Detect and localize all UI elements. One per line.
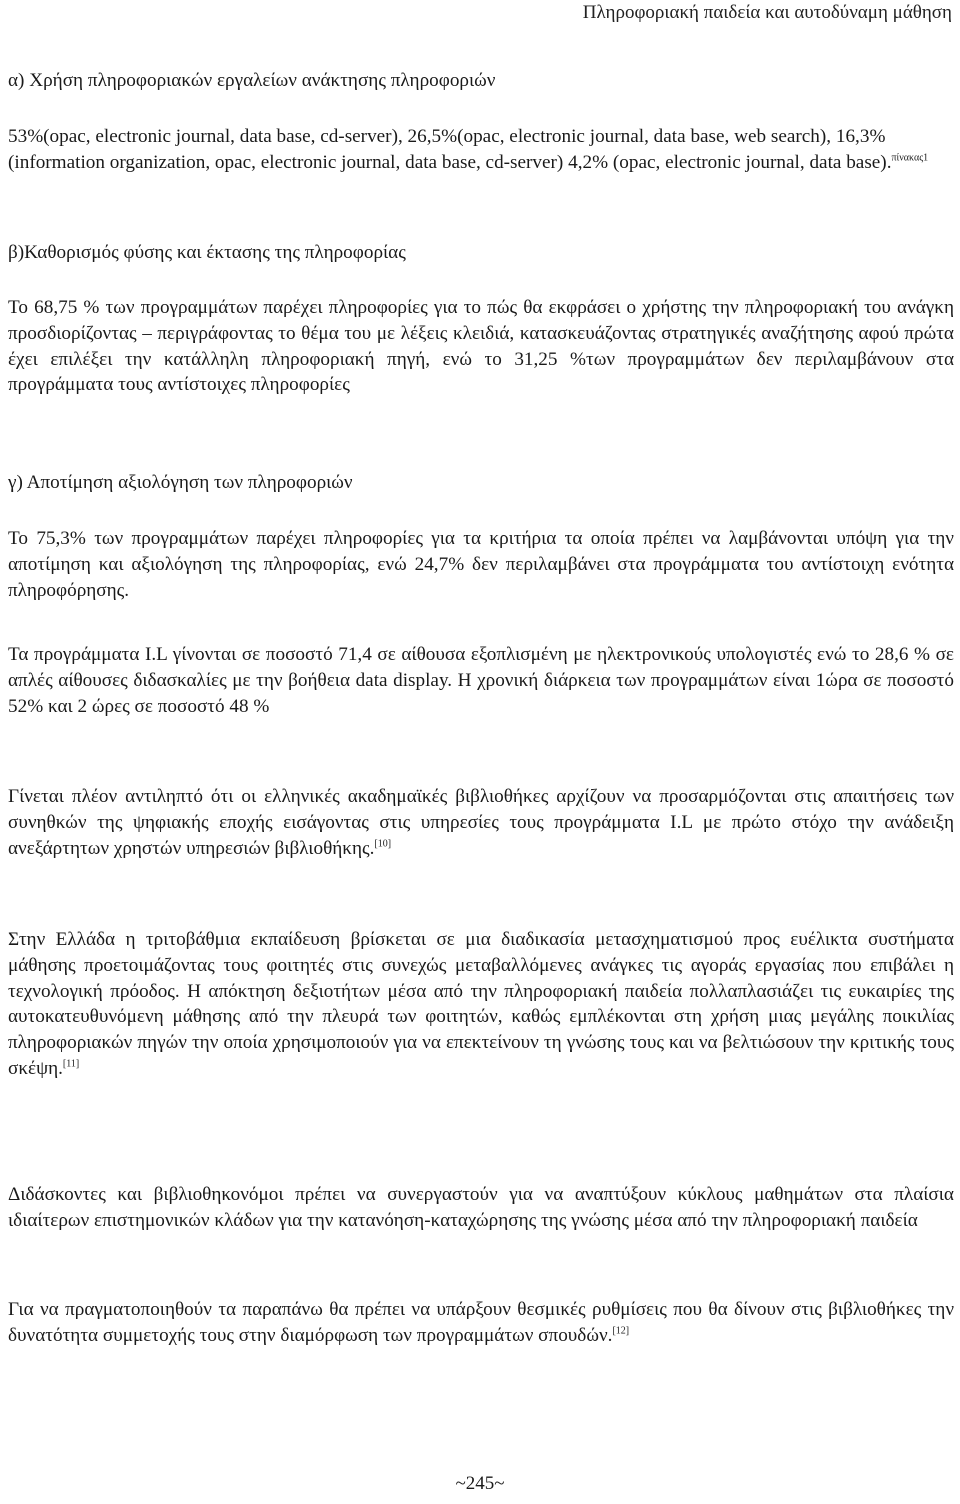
section-b-heading: β)Καθορισμός φύσης και έκτασης της πληροφορίας [8,242,406,263]
section-c-text: Το 75,3% των προγραμμάτων παρέχει πληροφορίες για τα κριτήρια τα οποία πρέπει να λαμβάνονται υπόψη για την αποτίμηση και αξιολόγηση της πληροφορίας, ενώ 24,7% δεν περιλαμβάνει στα προγράμματα του αντίστοιχη ενότητα πληροφόρησης. [8,528,954,601]
citation-10: [10] [374,838,392,850]
section-b-text: Το 68,75 % των προγραμμάτων παρέχει πληροφορίες για το πώς θα εκφράσει ο χρήστης την πληροφοριακή του ανάγκη προσδιορίζοντας – περιγράφοντας το θέμα του με λέξεις κλειδιά, κατασκευάζοντας στρατηγικές αναζήτησης αφού πρώτα έχει επιλέξει την κατάλληλη πληροφοριακή πηγή, ενώ το 31,25 %των προγραμμάτων δεν περιλαμβάνουν στα προγράμματα τους αντίστοιχες πληροφορίες [8,297,954,396]
section-a-body: 53%(opac, electronic journal, data base, cd-server), 26,5%(opac, electronic journal, data base, web search), 16,3% (information organization, opac, electronic journal, data base, cd-server) 4,2% (opac, electronic journal, data base). [8,126,892,173]
section-a-heading: α) Χρήση πληροφοριακών εργαλείων ανάκτησης πληροφοριών [8,70,496,91]
section-a-text [8,124,954,176]
citation-12: [12] [612,1325,630,1337]
paragraph-institutional-body: Για να πραγματοποιηθούν τα παραπάνω θα πρέπει να υπάρξουν θεσμικές ρυθμίσεις που θα δίνουν στις βιβλιοθήκες την δυνατότητα συμμετοχής τους στην διαμόρφωση των προγραμμάτων σπουδών. [8,1299,954,1346]
paragraph-institutional [8,1297,954,1349]
running-header: Πληροφοριακή παιδεία και αυτοδύναμη μάθηση [582,2,952,23]
paragraph-higher-education [8,927,954,1082]
paragraph-libraries-body: Γίνεται πλέον αντιληπτό ότι οι ελληνικές ακαδημαϊκές βιβλιοθήκες αρχίζουν να προσαρμόζονται στις απαιτήσεις των συνηθκών της ψηφιακής εποχής εισάγοντας στις υπηρεσίες τους προγράμματα Ι.L με πρώτο στόχο την ανάδειξη ανεξάρτητων χρηστών υπηρεσιών βιβλιοθήκης. [8,786,954,859]
paragraph-higher-education-body: Στην Ελλάδα η τριτοβάθμια εκπαίδευση βρίσκεται σε μια διαδικασία μετασχηματισμού προς ευέλικτα συστήματα μάθησης προετοιμάζοντας τους φοιτητές στις συνεχώς μεταβαλλόμενες ανάγκες τις αγοράς εργασίας που επιβάλει η τεχνολογική πρόοδος. Η απόκτηση δεξιοτήτων μέσα από την πληροφοριακή παιδεία πολλαπλασιάζει τις ευκαιρίες της αυτοκατευθυνόμενη μάθησης από την πλευρά των φοιτητών, καθώς εμπλέκονται στη χρήση μιας μεγάλης ποικιλίας πληροφοριακών πηγών την οποία χρησιμοποιούν για να επεκτείνουν τη γνώσης τους και να βελτιώσουν την κριτικής τους σκέψη. [8,929,954,1079]
paragraph-libraries [8,784,954,861]
section-c-heading: γ) Αποτίμηση αξιολόγηση των πληροφοριών [8,472,353,493]
page-number: ~245~ [455,1473,505,1494]
paragraph-collaboration: Διδάσκοντες και βιβλιοθηκονόμοι πρέπει να συνεργαστούν για να αναπτύξουν κύκλους μαθημάτων στα πλαίσια ιδιαίτερων επιστημονικών κλάδων για την κατανόηση-καταχώρησης της γνώσης μέσα από την πληροφοριακή παιδεία [8,1184,954,1231]
paragraph-programs: Τα προγράμματα Ι.L γίνονται σε ποσοστό 71,4 σε αίθουσα εξοπλισμένη με ηλεκτρονικούς υπολογιστές ενώ το 28,6 % σε απλές αίθουσες διδασκαλίες με την βοήθεια data display. Η χρονική διάρκεια των προγραμμάτων είναι 1ώρα σε ποσοστό 52% και 2 ώρες σε ποσοστό 48 % [8,644,954,717]
citation-11: [11] [62,1058,80,1070]
table-reference: πίνακας1 [891,152,929,164]
